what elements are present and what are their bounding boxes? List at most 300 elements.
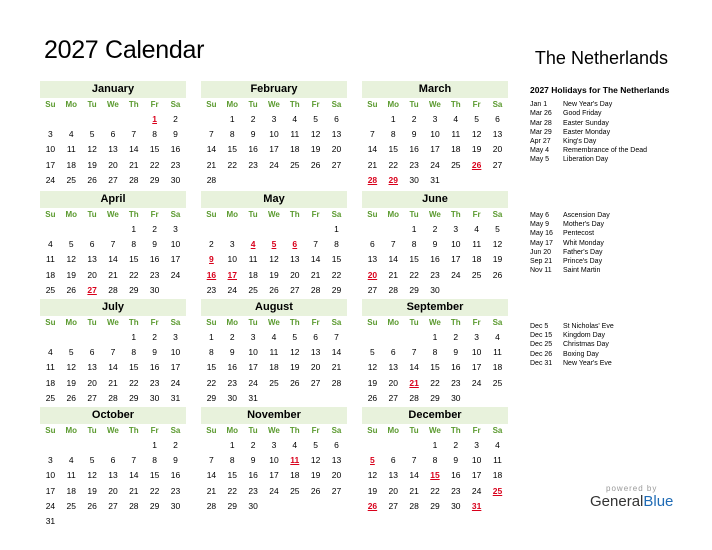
weekday-label: Fr: [472, 210, 481, 219]
month-header: July: [40, 299, 186, 316]
day-cell: 30: [227, 392, 237, 403]
day-cell: 25: [248, 284, 258, 295]
day-cell: 6: [334, 440, 339, 450]
day-cell: 19: [290, 362, 300, 373]
day-cell: 5: [89, 129, 95, 140]
month-header: March: [362, 81, 508, 98]
day-cell: 12: [492, 239, 503, 250]
day-cell: 20: [388, 377, 398, 388]
weekday-label: We: [107, 210, 119, 219]
day-cell: 15: [331, 254, 342, 265]
day-cell: 24: [471, 485, 482, 496]
month-february: [201, 81, 347, 188]
weekday-label: Fr: [472, 426, 481, 435]
day-cell: 10: [45, 470, 56, 481]
holiday-day: 17: [227, 269, 237, 280]
day-cell: 16: [170, 470, 181, 481]
holiday-item: [530, 229, 610, 238]
day-cell: 18: [66, 485, 76, 496]
day-cell: 5: [495, 224, 500, 234]
weekday-label: Fr: [311, 318, 320, 327]
empty-cell: [82, 330, 103, 345]
day-cell: 7: [209, 129, 214, 140]
holiday-date: Jun 20: [530, 248, 552, 256]
day-cell: 11: [472, 239, 482, 250]
weekday-label: Mo: [226, 210, 239, 219]
day-cell: 22: [129, 269, 139, 280]
holiday-item: [530, 137, 669, 146]
day-cell: 16: [248, 144, 258, 155]
weekday-label: Fr: [472, 100, 481, 109]
day-cell: 28: [108, 392, 118, 403]
day-cell: 10: [248, 347, 258, 358]
day-cell: 25: [290, 485, 300, 496]
holiday-item: [530, 155, 669, 164]
day-cell: 28: [310, 284, 321, 295]
day-cell: 9: [432, 239, 438, 250]
holiday-date: May 9: [530, 221, 550, 229]
day-cell: 13: [331, 129, 342, 140]
day-cell: 28: [129, 500, 139, 511]
month-june: [362, 191, 508, 298]
day-cell: 26: [87, 500, 97, 511]
month-header: January: [40, 81, 186, 98]
empty-cell: [383, 438, 404, 453]
day-cell: 7: [334, 332, 339, 342]
weekday-label: Tu: [87, 318, 97, 327]
holiday-item: [530, 322, 614, 331]
holiday-item: [530, 331, 614, 340]
day-cell: 28: [129, 174, 139, 185]
day-cell: 1: [334, 224, 339, 234]
day-cell: 23: [227, 377, 237, 388]
day-cell: 19: [66, 377, 76, 388]
powered-by-text: powered by: [606, 484, 658, 493]
day-cell: 3: [271, 114, 277, 124]
day-cell: 9: [152, 347, 157, 358]
holiday-date: Apr 27: [530, 138, 551, 146]
day-cell: 3: [474, 332, 479, 342]
day-cell: 2: [173, 440, 178, 450]
day-cell: 9: [453, 455, 459, 466]
holiday-name: Liberation Day: [563, 156, 609, 164]
day-cell: 1: [229, 114, 235, 124]
day-cell: 31: [248, 392, 258, 403]
day-cell: 21: [129, 159, 139, 170]
day-cell: 17: [430, 144, 440, 155]
weekday-label: Th: [450, 210, 461, 219]
day-cell: 13: [87, 362, 97, 373]
day-cell: 8: [131, 239, 137, 250]
day-cell: 28: [108, 284, 118, 295]
country-name: The Netherlands: [534, 48, 668, 68]
day-cell: 25: [45, 284, 56, 295]
holiday-item: [530, 109, 669, 118]
day-cell: 4: [68, 129, 74, 140]
day-cell: 16: [227, 362, 237, 373]
weekday-label: Mo: [226, 426, 239, 435]
day-cell: 16: [170, 144, 181, 155]
day-cell: 28: [409, 392, 419, 403]
day-cell: 2: [411, 114, 417, 124]
day-cell: 22: [430, 377, 440, 388]
weekday-label: We: [429, 426, 441, 435]
day-cell: 2: [453, 332, 459, 342]
day-cell: 18: [471, 254, 482, 265]
day-cell: 4: [292, 440, 298, 450]
day-cell: 27: [108, 500, 118, 511]
day-cell: 22: [149, 159, 160, 170]
day-cell: 14: [129, 144, 139, 155]
empty-cell: [383, 330, 404, 345]
day-cell: 10: [269, 455, 279, 466]
weekday-label: Su: [206, 318, 217, 327]
day-cell: 29: [430, 392, 440, 403]
day-cell: 15: [430, 362, 440, 373]
weekday-label: Sa: [492, 426, 503, 435]
day-cell: 23: [451, 485, 461, 496]
weekday-label: Su: [367, 210, 378, 219]
weekday-label: We: [107, 426, 119, 435]
holiday-date: May 6: [530, 212, 550, 219]
holiday-day: 15: [430, 470, 440, 481]
day-cell: 4: [292, 114, 298, 124]
empty-cell: [61, 438, 82, 453]
brand-name: GeneralBlue: [590, 493, 674, 510]
day-cell: 17: [471, 362, 482, 373]
day-cell: 26: [269, 284, 279, 295]
month-october: [40, 407, 186, 529]
day-cell: 20: [108, 485, 118, 496]
day-cell: 8: [334, 239, 339, 250]
empty-cell: [82, 222, 103, 237]
weekday-label: Mo: [387, 210, 400, 219]
day-cell: 22: [409, 269, 419, 280]
day-cell: 7: [110, 239, 116, 250]
day-cell: 19: [87, 485, 97, 496]
day-cell: 12: [269, 254, 279, 265]
day-cell: 23: [149, 377, 160, 388]
day-cell: 10: [269, 129, 279, 140]
weekday-label: Su: [367, 426, 378, 435]
weekday-label: Th: [450, 426, 461, 435]
day-cell: 26: [367, 392, 378, 403]
holiday-day: 6: [292, 239, 298, 250]
day-cell: 5: [89, 455, 95, 466]
holiday-list-1: [530, 86, 669, 165]
day-cell: 17: [45, 159, 56, 170]
weekday-label: Th: [289, 318, 300, 327]
day-cell: 14: [331, 347, 342, 358]
holiday-date: Mar 29: [530, 128, 552, 136]
day-cell: 5: [68, 347, 74, 358]
day-cell: 31: [45, 515, 56, 526]
day-cell: 6: [110, 455, 116, 466]
weekday-label: Tu: [409, 100, 419, 109]
day-cell: 21: [129, 485, 139, 496]
day-cell: 20: [492, 144, 503, 155]
day-cell: 14: [206, 144, 217, 155]
holiday-name: Easter Monday: [563, 128, 611, 136]
holiday-name: Saint Martin: [563, 267, 601, 275]
month-header: September: [362, 299, 508, 316]
day-cell: 5: [313, 114, 318, 124]
day-cell: 4: [495, 332, 500, 342]
day-cell: 29: [149, 500, 160, 511]
day-cell: 20: [87, 377, 97, 388]
day-cell: 6: [370, 239, 375, 250]
day-cell: 4: [68, 455, 74, 466]
day-cell: 21: [409, 485, 419, 496]
holiday-day: 5: [370, 455, 375, 466]
weekday-label: Fr: [150, 210, 159, 219]
day-cell: 16: [409, 144, 419, 155]
holiday-name: New Year's Eve: [563, 359, 612, 367]
day-cell: 30: [248, 500, 258, 511]
day-cell: 17: [170, 362, 181, 373]
day-cell: 25: [290, 159, 300, 170]
holiday-item: [530, 266, 610, 275]
day-cell: 7: [131, 129, 137, 140]
holiday-day: 28: [367, 174, 378, 185]
day-cell: 20: [331, 144, 342, 155]
day-cell: 18: [492, 362, 503, 373]
weekday-label: We: [107, 100, 119, 109]
day-cell: 10: [430, 129, 440, 140]
day-cell: 15: [129, 254, 139, 265]
month-header: May: [201, 191, 347, 208]
weekday-label: Th: [128, 318, 139, 327]
day-cell: 7: [411, 347, 417, 358]
weekday-label: Mo: [387, 100, 400, 109]
day-cell: 28: [409, 500, 419, 511]
day-cell: 20: [388, 485, 398, 496]
empty-cell: [264, 222, 285, 237]
holiday-item: [530, 257, 610, 266]
day-cell: 27: [331, 485, 342, 496]
day-cell: 25: [269, 377, 279, 388]
month-may: [201, 191, 347, 313]
empty-cell: [61, 330, 82, 345]
day-cell: 13: [367, 254, 378, 265]
day-cell: 2: [152, 332, 157, 342]
day-cell: 11: [66, 144, 76, 155]
holiday-day: 26: [367, 500, 378, 511]
weekday-label: Th: [128, 210, 139, 219]
holiday-name: Mother's Day: [563, 221, 605, 229]
weekday-label: Th: [450, 100, 461, 109]
day-cell: 21: [310, 269, 321, 280]
weekday-label: Sa: [492, 100, 503, 109]
day-cell: 28: [206, 500, 217, 511]
weekday-label: Mo: [65, 426, 78, 435]
day-cell: 17: [269, 470, 279, 481]
weekday-label: Su: [367, 318, 378, 327]
day-cell: 23: [170, 485, 181, 496]
day-cell: 20: [290, 269, 300, 280]
day-cell: 14: [206, 470, 217, 481]
day-cell: 1: [229, 440, 235, 450]
day-cell: 21: [206, 485, 217, 496]
day-cell: 22: [149, 485, 160, 496]
holiday-date: Jan 1: [530, 101, 548, 109]
day-cell: 18: [290, 144, 300, 155]
day-cell: 26: [66, 284, 76, 295]
day-cell: 22: [227, 485, 237, 496]
day-cell: 15: [227, 144, 237, 155]
day-cell: 17: [248, 362, 258, 373]
day-cell: 12: [87, 144, 97, 155]
day-cell: 27: [388, 392, 398, 403]
weekday-label: Mo: [65, 210, 78, 219]
day-cell: 4: [271, 332, 277, 342]
holiday-day: 29: [388, 174, 398, 185]
day-cell: 19: [269, 269, 279, 280]
weekday-label: Tu: [248, 426, 258, 435]
day-cell: 7: [209, 455, 214, 466]
empty-cell: [362, 330, 383, 345]
weekday-label: Sa: [331, 210, 342, 219]
day-cell: 23: [248, 485, 258, 496]
day-cell: 19: [87, 159, 97, 170]
empty-cell: [103, 438, 124, 453]
holiday-item: [530, 211, 610, 220]
day-cell: 27: [388, 500, 398, 511]
day-cell: 17: [45, 485, 56, 496]
day-cell: 26: [310, 159, 321, 170]
holiday-date: Dec 25: [530, 341, 553, 349]
month-august: [201, 299, 347, 406]
month-april: [40, 191, 186, 298]
holiday-date: May 16: [530, 230, 553, 238]
day-cell: 13: [388, 470, 398, 481]
holiday-day: 11: [290, 455, 300, 466]
holiday-date: May 5: [530, 156, 550, 164]
empty-cell: [201, 112, 222, 127]
day-cell: 27: [367, 284, 378, 295]
day-cell: 12: [310, 129, 321, 140]
empty-cell: [201, 222, 222, 237]
empty-cell: [40, 112, 61, 127]
day-cell: 10: [471, 455, 482, 466]
day-cell: 11: [248, 254, 258, 265]
day-cell: 12: [310, 455, 321, 466]
day-cell: 24: [45, 500, 56, 511]
weekday-label: Fr: [150, 318, 159, 327]
day-cell: 26: [310, 485, 321, 496]
day-cell: 11: [451, 129, 461, 140]
holiday-day: 27: [87, 284, 97, 295]
day-cell: 20: [310, 362, 321, 373]
day-cell: 6: [110, 129, 116, 140]
day-cell: 4: [48, 347, 53, 358]
day-cell: 9: [173, 455, 178, 466]
day-cell: 16: [451, 470, 461, 481]
holiday-item: [530, 146, 669, 155]
day-cell: 4: [48, 239, 53, 250]
day-cell: 2: [250, 114, 256, 124]
day-cell: 25: [471, 269, 482, 280]
day-cell: 27: [290, 284, 300, 295]
day-cell: 2: [209, 239, 214, 250]
empty-cell: [404, 330, 425, 345]
day-cell: 31: [430, 174, 440, 185]
day-cell: 21: [108, 269, 118, 280]
day-cell: 3: [453, 224, 459, 234]
holiday-day: 21: [409, 377, 419, 388]
day-cell: 8: [209, 347, 214, 358]
day-cell: 21: [367, 159, 378, 170]
day-cell: 6: [313, 332, 318, 342]
weekday-label: Tu: [248, 210, 258, 219]
day-cell: 19: [471, 144, 482, 155]
holiday-item: [530, 239, 610, 248]
day-cell: 10: [471, 347, 482, 358]
day-cell: 10: [170, 239, 181, 250]
empty-cell: [305, 222, 326, 237]
day-cell: 29: [149, 174, 160, 185]
holiday-item: [530, 350, 614, 359]
day-cell: 8: [131, 347, 137, 358]
weekday-label: Th: [128, 426, 139, 435]
weekday-label: Fr: [311, 100, 320, 109]
day-cell: 18: [248, 269, 258, 280]
day-cell: 23: [149, 269, 160, 280]
day-cell: 8: [411, 239, 417, 250]
weekday-label: Sa: [331, 426, 342, 435]
day-cell: 18: [290, 470, 300, 481]
empty-cell: [103, 222, 124, 237]
day-cell: 18: [451, 144, 461, 155]
day-cell: 3: [173, 332, 178, 342]
empty-cell: [40, 330, 61, 345]
weekday-label: We: [107, 318, 119, 327]
weekday-label: Tu: [87, 100, 97, 109]
holiday-day: 20: [367, 269, 378, 280]
day-cell: 19: [367, 377, 378, 388]
day-cell: 3: [474, 440, 479, 450]
weekday-label: We: [429, 100, 441, 109]
empty-cell: [61, 222, 82, 237]
day-cell: 12: [367, 470, 378, 481]
holiday-date: Sep 21: [530, 258, 553, 266]
day-cell: 11: [46, 362, 55, 373]
weekday-label: Tu: [87, 210, 97, 219]
day-cell: 3: [271, 440, 277, 450]
holiday-name: Ascension Day: [563, 212, 610, 219]
day-cell: 24: [451, 269, 461, 280]
weekday-label: Su: [45, 100, 56, 109]
generalblue-logo[interactable]: [590, 484, 673, 510]
weekday-label: Mo: [65, 318, 78, 327]
empty-cell: [243, 222, 264, 237]
month-december: [362, 407, 508, 514]
holiday-date: Dec 26: [530, 350, 553, 358]
day-cell: 22: [331, 269, 342, 280]
day-cell: 26: [290, 377, 300, 388]
day-cell: 28: [206, 174, 217, 185]
day-cell: 11: [290, 129, 300, 140]
day-cell: 5: [313, 440, 318, 450]
holiday-date: Dec 5: [530, 323, 549, 330]
weekday-label: Tu: [409, 210, 419, 219]
day-cell: 21: [206, 159, 217, 170]
day-cell: 24: [269, 485, 279, 496]
empty-cell: [362, 438, 383, 453]
empty-cell: [40, 222, 61, 237]
day-cell: 13: [108, 470, 118, 481]
day-cell: 14: [388, 254, 398, 265]
